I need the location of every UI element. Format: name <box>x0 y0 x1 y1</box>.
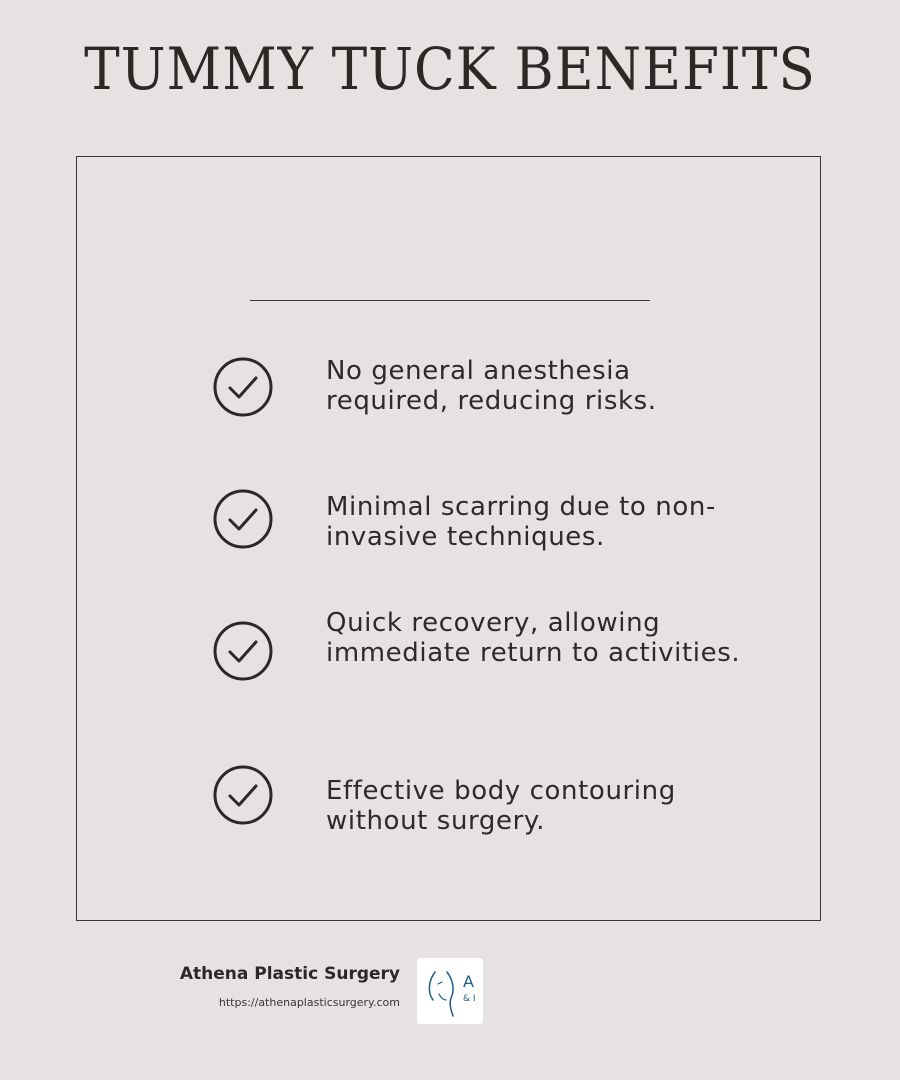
check-circle-icon <box>212 356 274 418</box>
logo-mark: A <box>463 972 474 991</box>
athena-logo <box>417 958 483 1024</box>
benefit-text: Quick recovery, allowing immediate return to activities. <box>326 608 741 668</box>
brand-name: Athena Plastic Surgery <box>179 964 400 984</box>
divider <box>250 300 650 301</box>
check-circle-icon <box>212 764 274 826</box>
brand-url[interactable]: https://athenaplasticsurgery.com <box>218 996 400 1009</box>
benefit-text: Effective body contouring without surgery. <box>326 776 676 836</box>
check-circle-icon <box>212 620 274 682</box>
face-profile-icon <box>417 958 483 1024</box>
check-circle-icon <box>212 488 274 550</box>
logo-submark: & I <box>463 994 476 1004</box>
benefit-text: Minimal scarring due to non-invasive techniques. <box>326 492 716 552</box>
page-title: TUMMY TUCK BENEFITS <box>84 35 816 103</box>
benefit-text: No general anesthesia required, reducing risks. <box>326 356 657 416</box>
